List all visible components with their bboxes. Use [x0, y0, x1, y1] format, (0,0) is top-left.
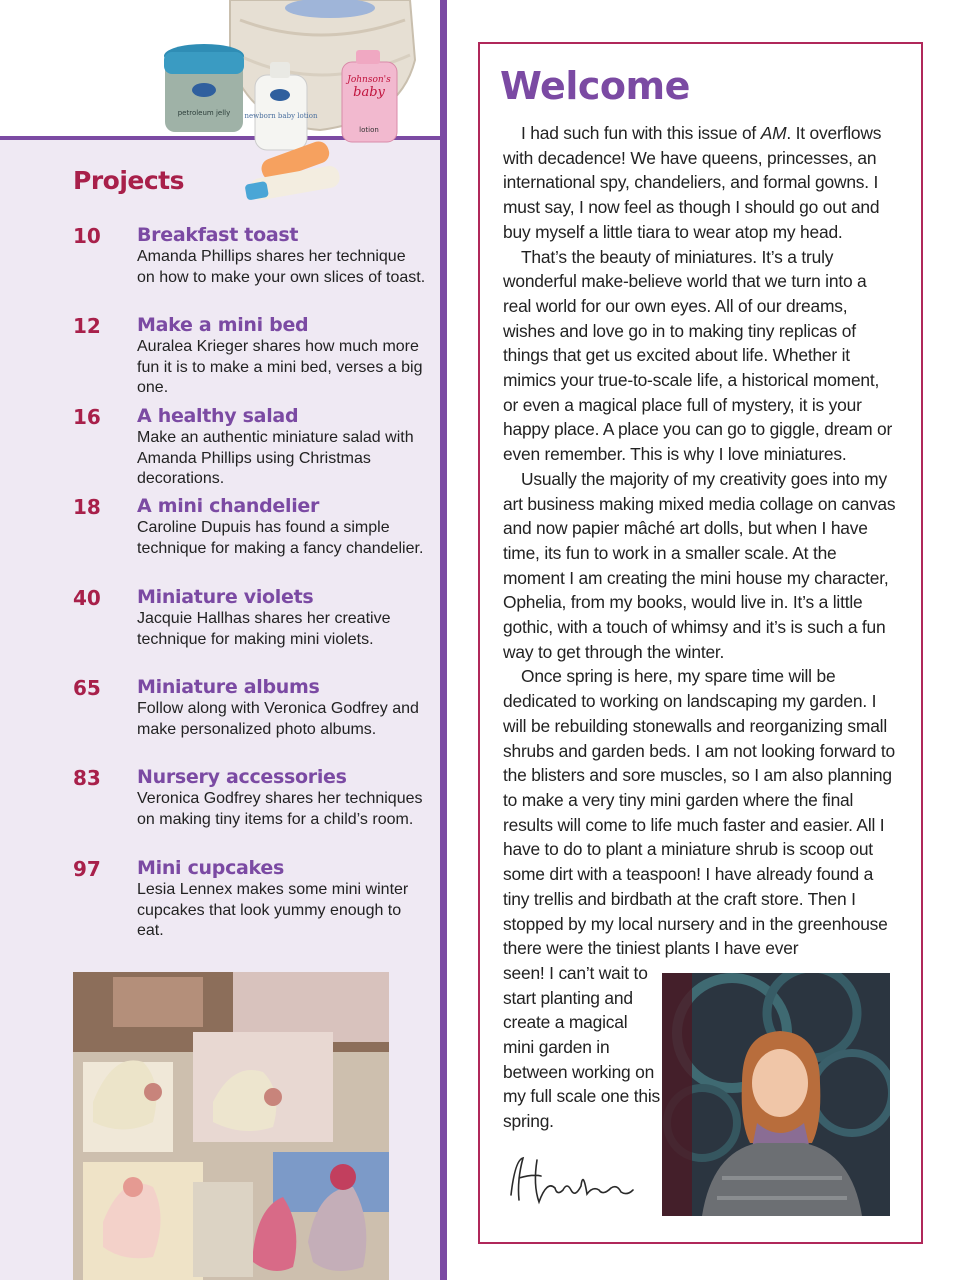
project-title[interactable]: Mini cupcakes: [137, 857, 284, 879]
letter-paragraph: That’s the beauty of miniatures. It’s a truly wonderful make-believe world that we turn into a real world for our own eyes. All of our dreams, wishes and love go in to making tiny replicas of things that get us excited about life. Whether it mimics your true-to-scale life, a historical moment, or even a magical place full of mystery, it is your happy place. A place you can go to giggle, dream or even remember. This is why I love miniatures.: [503, 246, 893, 465]
project-description: Lesia Lennex makes some mini winter cupcakes that look yummy enough to eat.: [137, 881, 409, 939]
bottle-sub: lotion: [359, 126, 379, 134]
project-page-number: 10: [73, 224, 101, 248]
letter-paragraph: Usually the majority of my creativity goes into my art business making mixed media collage on canvas and now papier mâché art dolls, but when I have time, its fun to work in a smaller scale. At the moment I am creating the mini house my character, Ophelia, from my books, would live in. It’s a little gothic, with a touch of whimsy and it’s is such a fun way to get through the winter.: [503, 468, 896, 662]
bottle-label-1: newborn baby lotion: [244, 112, 318, 120]
signature: [503, 1150, 638, 1210]
project-page-number: 18: [73, 495, 101, 519]
project-description: Amanda Phillips shares her technique on how to make your own slices of toast.: [137, 248, 426, 286]
column-divider: [440, 0, 447, 1280]
project-title[interactable]: Nursery accessories: [137, 766, 347, 788]
project-page-number: 16: [73, 405, 101, 429]
toiletries-illustration: [160, 0, 430, 215]
miniature-shoes-photo: [73, 972, 389, 1280]
project-description: Caroline Dupuis has found a simple technique for making a fancy chandelier.: [137, 519, 424, 557]
projects-heading: Projects: [73, 166, 185, 195]
project-page-number: 97: [73, 857, 101, 881]
project-description: Jacquie Hallhas shares her creative technique for making mini violets.: [137, 610, 391, 648]
project-title[interactable]: Miniature violets: [137, 586, 314, 608]
project-page-number: 12: [73, 314, 101, 338]
letter-paragraph-end: seen! I can’t wait to start planting and create a magical mini garden in between working on my full scale one this spring.: [503, 962, 661, 1132]
project-page-number: 40: [73, 586, 101, 610]
project-title[interactable]: Breakfast toast: [137, 224, 299, 246]
project-title[interactable]: Miniature albums: [137, 676, 320, 698]
editor-portrait-photo: [662, 973, 890, 1216]
letter-p1-end: . It overflows with decadence! We have queens, princesses, an international spy, chandeliers, and formal gowns. I must say, I now feel as though I should go out and buy myself a little tiara to wear atop my head.: [503, 123, 882, 242]
project-description: Make an authentic miniature salad with Amanda Phillips using Christmas decorations.: [137, 429, 414, 487]
project-page-number: 83: [73, 766, 101, 790]
bottle-brand: Johnson's: [347, 75, 391, 85]
project-description: Veronica Godfrey shares her techniques on making tiny items for a child’s room.: [137, 790, 423, 828]
project-title[interactable]: Make a mini bed: [137, 314, 309, 336]
project-description: Follow along with Veronica Godfrey and make personalized photo albums.: [137, 700, 419, 738]
project-title[interactable]: A healthy salad: [137, 405, 299, 427]
letter-p1-start: I had such fun with this issue of: [521, 123, 761, 143]
bottle-name: baby: [353, 85, 385, 100]
project-description: Auralea Krieger shares how much more fun it is to make a mini bed, verses a big one.: [137, 338, 423, 396]
project-page-number: 65: [73, 676, 101, 700]
welcome-heading: Welcome: [500, 64, 690, 108]
letter-paragraph: [503, 121, 898, 245]
project-title[interactable]: A mini chandelier: [137, 495, 320, 517]
jar-label: petroleum jelly: [177, 109, 231, 117]
magazine-name: AM: [760, 123, 787, 143]
letter-paragraph: Once spring is here, my spare time will be dedicated to working on landscaping my garden. I will be rebuilding stonewalls and reorganizing small shrubs and garden beds. I am not looking forward to the blisters and sore muscles, so I am also planning to make a very tiny mini garden where the final results will come to life much faster and easier. All I have to do to plant a miniature shrub is scoop out some dirt with a teaspoon! I have already found a tiny trellis and birdbath at the craft store. Then I stopped by my local nursery and in the greenhouse there were the tiniest plants I have ever: [503, 666, 895, 959]
